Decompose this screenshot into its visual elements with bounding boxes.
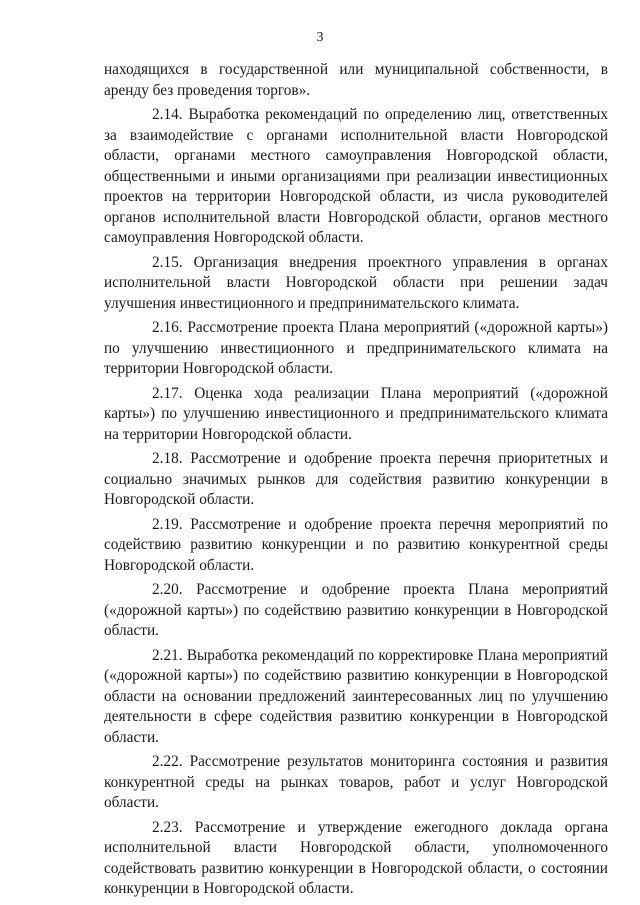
paragraph-2-18: 2.18. Рассмотрение и одобрение проекта перечня приоритетных и социально значимых рынков для содействия развитию конкуренции в Новгородской области.: [104, 450, 608, 508]
page-number: 3: [316, 30, 324, 45]
paragraph-2-21: 2.21. Выработка рекомендаций по корректировке Плана мероприятий («дорожной карты») по содействию развитию конкуренции в Новгородской области на основании предложений заинтересованных лиц по улучшению деятельности в сфере содействия развитию конкуренции в Новгородской области.: [104, 646, 608, 746]
paragraph-2-14: 2.14. Выработка рекомендаций по определению лиц, ответственных за взаимодействие с органами исполнительной власти Новгородской области, органами местного самоуправления Новгородской области, общественными и иными организациями при реализации инвестиционных проектов на территории Новгородской области, из числа руководителей органов исполнительной власти Новгородской области, органов местного самоуправления Новгородской области.: [104, 106, 608, 246]
paragraph-2-19: 2.19. Рассмотрение и одобрение проекта перечня мероприятий по содействию развитию конкуренции и по развитию конкурентной среды Новгородской области.: [104, 515, 608, 574]
document-body: [104, 60, 608, 904]
paragraph-continuation: находящихся в государственной или муниципальной собственности, в аренду без проведения торгов».: [104, 61, 608, 99]
paragraph-2-17: 2.17. Оценка хода реализации Плана мероприятий («дорожной карты») по улучшению инвестиционного и предпринимательского климата на территории Новгородской области.: [104, 384, 608, 443]
paragraph-2-15: 2.15. Организация внедрения проектного управления в органах исполнительной власти Новгородской области при решении задач улучшения инвестиционного и предпринимательского климата.: [104, 253, 608, 312]
paragraph-2-22: 2.22. Рассмотрение результатов мониторинга состояния и развития конкурентной среды на рынках товаров, работ и услуг Новгородской области.: [104, 753, 608, 811]
paragraph-2-20: 2.20. Рассмотрение и одобрение проекта Плана мероприятий («дорожной карты») по содействию развитию конкуренции в Новгородской области.: [104, 581, 608, 639]
paragraph-2-23: 2.23. Рассмотрение и утверждение ежегодного доклада органа исполнительной власти Новгородской области, уполномоченного содействовать развитию конкуренции в Новгородской области, о состоянии конкуренции в Новгородской области.: [104, 818, 608, 897]
paragraph-2-16: 2.16. Рассмотрение проекта Плана мероприятий («дорожной карты») по улучшению инвестиционного и предпринимательского климата на территории Новгородской области.: [104, 319, 608, 377]
